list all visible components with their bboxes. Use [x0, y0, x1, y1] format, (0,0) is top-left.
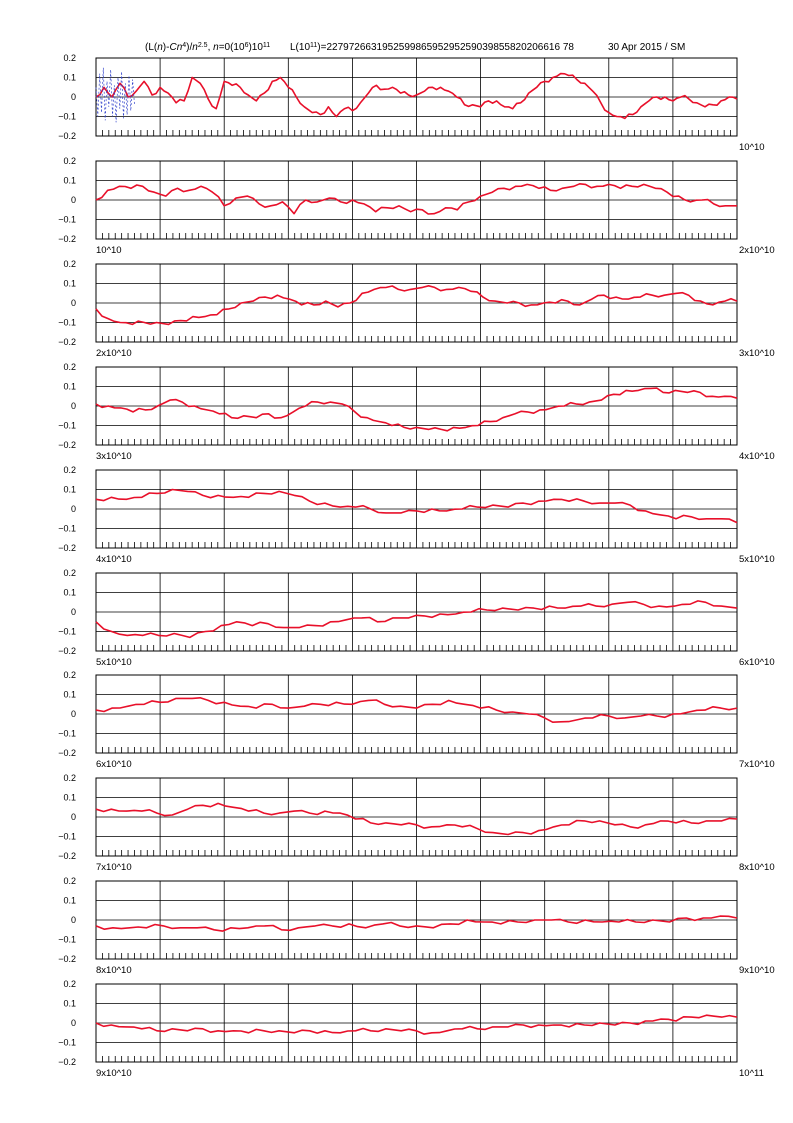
x-range-start-label: 4x10^10 — [96, 554, 132, 565]
y-tick-label: −0.1 — [58, 111, 76, 122]
x-range-end-label: 4x10^10 — [739, 451, 775, 462]
panel-10 — [58, 979, 764, 1079]
x-range-start-label: 6x10^10 — [96, 759, 132, 770]
y-tick-label: 0.2 — [63, 979, 76, 989]
x-range-end-label: 6x10^10 — [739, 657, 775, 668]
x-range-start-label: 2x10^10 — [96, 348, 132, 359]
y-tick-label: −0.2 — [58, 646, 76, 656]
y-tick-label: 0 — [70, 298, 76, 308]
y-tick-label: 0.1 — [63, 72, 76, 83]
y-tick-label: 0 — [70, 1018, 76, 1028]
y-tick-label: 0 — [70, 92, 76, 102]
y-tick-label: 0.1 — [63, 895, 76, 906]
x-range-end-label: 7x10^10 — [739, 759, 775, 770]
panel-7 — [58, 670, 774, 770]
y-tick-label: −0.1 — [58, 317, 76, 328]
y-tick-label: −0.2 — [58, 851, 76, 861]
y-tick-label: −0.1 — [58, 626, 76, 637]
x-range-start-label: 5x10^10 — [96, 657, 132, 668]
panel-3 — [58, 259, 774, 359]
y-tick-label: 0 — [70, 504, 76, 514]
y-tick-label: 0.1 — [63, 689, 76, 700]
y-tick-label: −0.2 — [58, 1057, 76, 1067]
y-tick-label: 0.1 — [63, 175, 76, 186]
x-range-end-label: 2x10^10 — [739, 245, 775, 256]
panel-6 — [58, 568, 774, 668]
y-tick-label: 0 — [70, 812, 76, 822]
y-tick-label: −0.1 — [58, 728, 76, 739]
y-tick-label: 0.2 — [63, 465, 76, 475]
y-tick-label: 0.1 — [63, 998, 76, 1009]
y-tick-label: −0.1 — [58, 214, 76, 225]
y-tick-label: 0.1 — [63, 587, 76, 598]
x-range-start-label: 10^10 — [96, 245, 122, 256]
panel-8 — [58, 773, 774, 873]
y-tick-label: 0 — [70, 709, 76, 719]
y-tick-label: −0.1 — [58, 523, 76, 534]
chart-header-value: $L(10^{11})=227972663195259986595295259039855820206616$ 78 — [290, 41, 574, 53]
y-tick-label: 0 — [70, 915, 76, 925]
panel-1 — [58, 53, 764, 153]
y-tick-label: −0.1 — [58, 420, 76, 431]
y-tick-label: −0.2 — [58, 131, 76, 141]
x-range-end-label: 8x10^10 — [739, 862, 775, 873]
y-tick-label: 0.1 — [63, 278, 76, 289]
panel-2 — [58, 156, 774, 256]
y-tick-label: 0.1 — [63, 792, 76, 803]
x-range-start-label: 7x10^10 — [96, 862, 132, 873]
x-range-start-label: 9x10^10 — [96, 1068, 132, 1079]
y-tick-label: 0.2 — [63, 53, 76, 63]
y-tick-label: −0.2 — [58, 954, 76, 964]
y-tick-label: 0.2 — [63, 670, 76, 680]
panel-4 — [58, 362, 774, 462]
x-range-end-label: 3x10^10 — [739, 348, 775, 359]
x-range-end-label: 5x10^10 — [739, 554, 775, 565]
panels-group — [58, 53, 774, 1079]
y-tick-label: 0 — [70, 607, 76, 617]
y-tick-label: −0.1 — [58, 1037, 76, 1048]
y-tick-label: −0.2 — [58, 748, 76, 758]
y-tick-label: −0.2 — [58, 440, 76, 450]
chart-date-author: 30 Apr 2015 / SM — [608, 42, 686, 53]
y-tick-label: −0.2 — [58, 543, 76, 553]
chart-header: $(L(n)-Cn^4)/n^{2.5}$, $n=0(10^6)10^{11}$ — [145, 41, 271, 53]
y-tick-label: −0.1 — [58, 934, 76, 945]
y-tick-label: 0 — [70, 401, 76, 411]
x-range-start-label: 8x10^10 — [96, 965, 132, 976]
x-range-start-label: 3x10^10 — [96, 451, 132, 462]
x-range-end-label: 10^10 — [739, 142, 765, 153]
y-tick-label: 0.2 — [63, 362, 76, 372]
x-range-end-label: 10^11 — [739, 1068, 764, 1079]
y-tick-label: 0.2 — [63, 876, 76, 886]
y-tick-label: 0.2 — [63, 156, 76, 166]
y-tick-label: 0.1 — [63, 381, 76, 392]
y-tick-label: 0.2 — [63, 259, 76, 269]
y-tick-label: 0 — [70, 195, 76, 205]
y-tick-label: −0.2 — [58, 234, 76, 244]
y-tick-label: 0.1 — [63, 484, 76, 495]
panel-5 — [58, 465, 774, 565]
y-tick-label: −0.2 — [58, 337, 76, 347]
series-early-noise — [96, 68, 135, 123]
y-tick-label: 0.2 — [63, 773, 76, 783]
panel-9 — [58, 876, 774, 976]
y-tick-label: −0.1 — [58, 831, 76, 842]
x-range-end-label: 9x10^10 — [739, 965, 775, 976]
y-tick-label: 0.2 — [63, 568, 76, 578]
